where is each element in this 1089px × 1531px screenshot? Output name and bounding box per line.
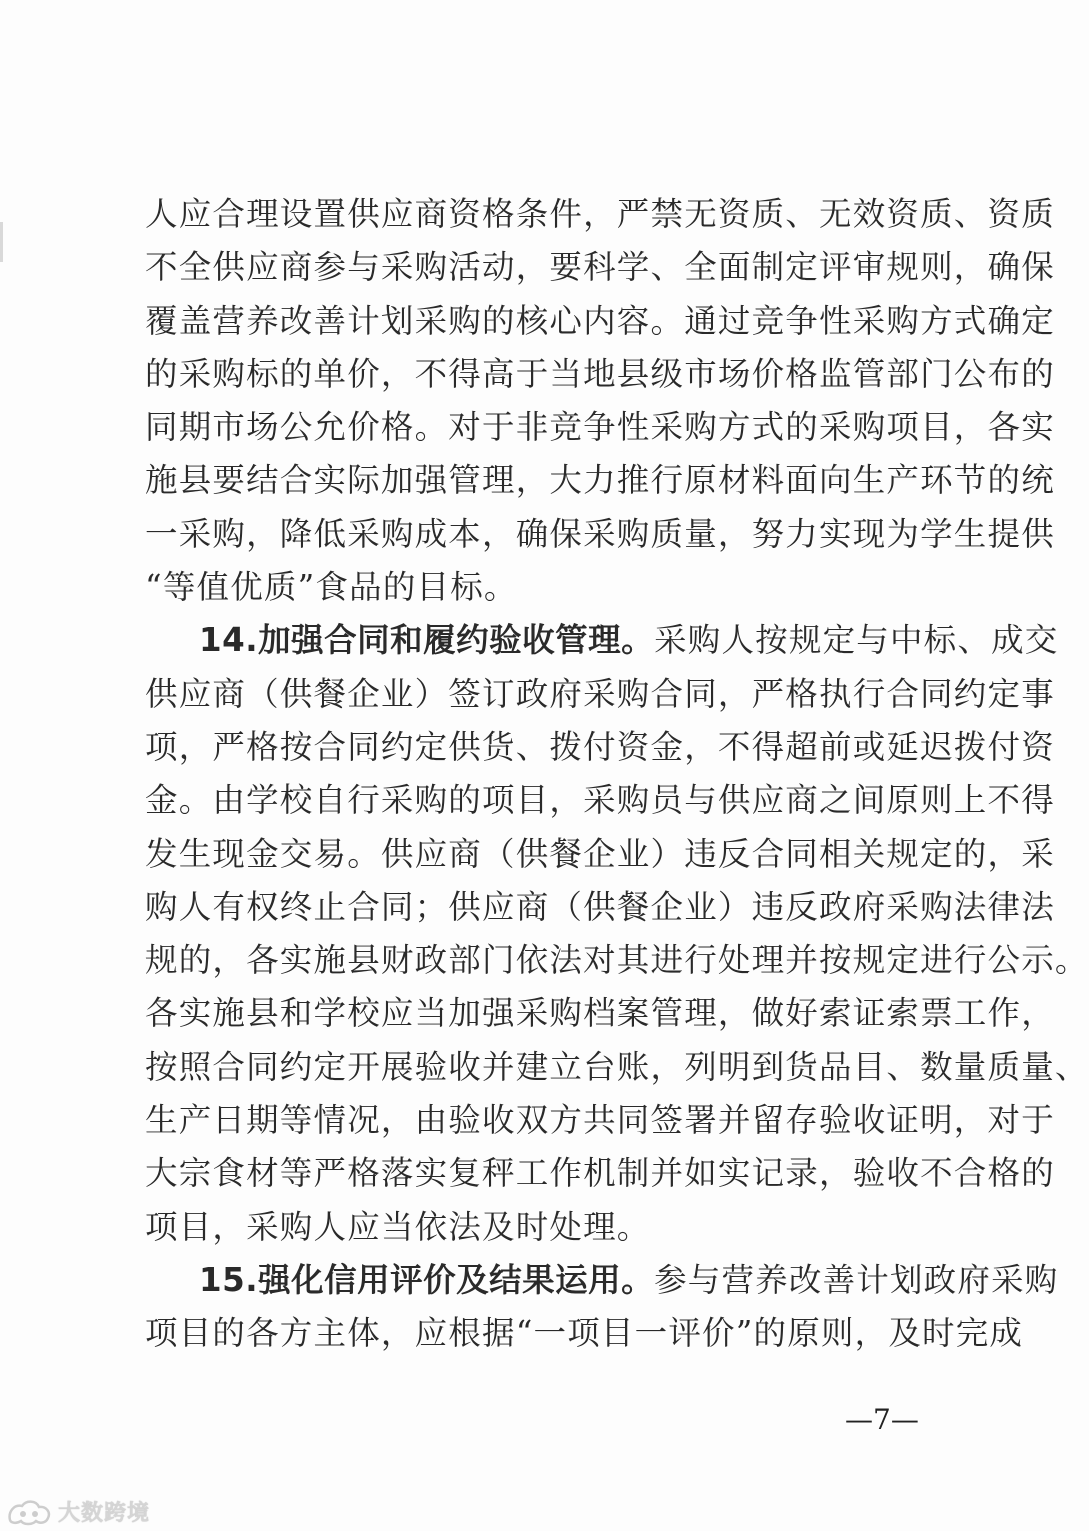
text-line: 不全供应商参与采购活动，要科学、全面制定评审规则，确保 — [145, 248, 1055, 287]
page-number: —7— — [845, 1403, 919, 1436]
text-line: 项，严格按合同约定供货、拨付资金，不得超前或延迟拨付资 — [145, 727, 1055, 766]
watermark — [6, 1496, 150, 1527]
text-line: 生产日期等情况，由验收双方共同签署并留存验收证明，对于 — [145, 1101, 1055, 1140]
text-line: 同期市场公允价格。对于非竞争性采购方式的采购项目，各实 — [145, 408, 1055, 447]
text-line: 大宗食材等严格落实复秤工作机制并如实记录，验收不合格的 — [145, 1154, 1055, 1193]
text-line: 按照合同约定开展验收并建立台账，列明到货品目、数量质量、 — [145, 1047, 1089, 1086]
section-15-text: 参与营养改善计划政府采购 — [654, 1260, 1059, 1299]
section-14-text: 采购人按规定与中标、成交 — [654, 621, 1059, 660]
text-line: 供应商（供餐企业）签订政府采购合同，严格执行合同约定事 — [145, 674, 1055, 713]
text-line: 项目，采购人应当依法及时处理。 — [145, 1207, 651, 1246]
section-15-heading: 15.强化信用评价及结果运用。 — [199, 1260, 655, 1299]
text-line: 各实施县和学校应当加强采购档案管理，做好索证索票工作， — [145, 994, 1055, 1033]
text-line: 项目的各方主体，应根据“一项目一评价”的原则，及时完成 — [145, 1314, 1024, 1353]
text-line: 发生现金交易。供应商（供餐企业）违反合同相关规定的，采 — [145, 834, 1055, 873]
document-body — [145, 188, 1089, 1361]
text-line: 覆盖营养改善计划采购的核心内容。通过竞争性采购方式确定 — [145, 301, 1055, 340]
text-line: 一采购，降低采购成本，确保采购质量，努力实现为学生提供 — [145, 514, 1055, 553]
text-line: 规的，各实施县财政部门依法对其进行处理并按规定进行公示。 — [145, 941, 1089, 980]
section-15-first-line — [145, 1254, 1059, 1307]
section-14-heading: 14.加强合同和履约验收管理。 — [199, 621, 655, 660]
text-line: 金。由学校自行采购的项目，采购员与供应商之间原则上不得 — [145, 781, 1055, 820]
watermark-logo-icon — [6, 1498, 52, 1526]
scan-edge-mark — [0, 222, 3, 262]
text-line: 人应合理设置供应商资格条件，严禁无资质、无效资质、资质 — [145, 195, 1055, 233]
text-line: 购人有权终止合同；供应商（供餐企业）违反政府采购法律法 — [145, 887, 1055, 926]
section-14-first-line — [145, 614, 1059, 667]
watermark-text: 大数跨境 — [58, 1501, 151, 1526]
text-line: 的采购标的单价，不得高于当地县级市场价格监管部门公布的 — [145, 354, 1055, 393]
text-line: “等值优质”食品的目标。 — [145, 568, 518, 607]
text-line: 施县要结合实际加强管理，大力推行原材料面向生产环节的统 — [145, 461, 1055, 500]
